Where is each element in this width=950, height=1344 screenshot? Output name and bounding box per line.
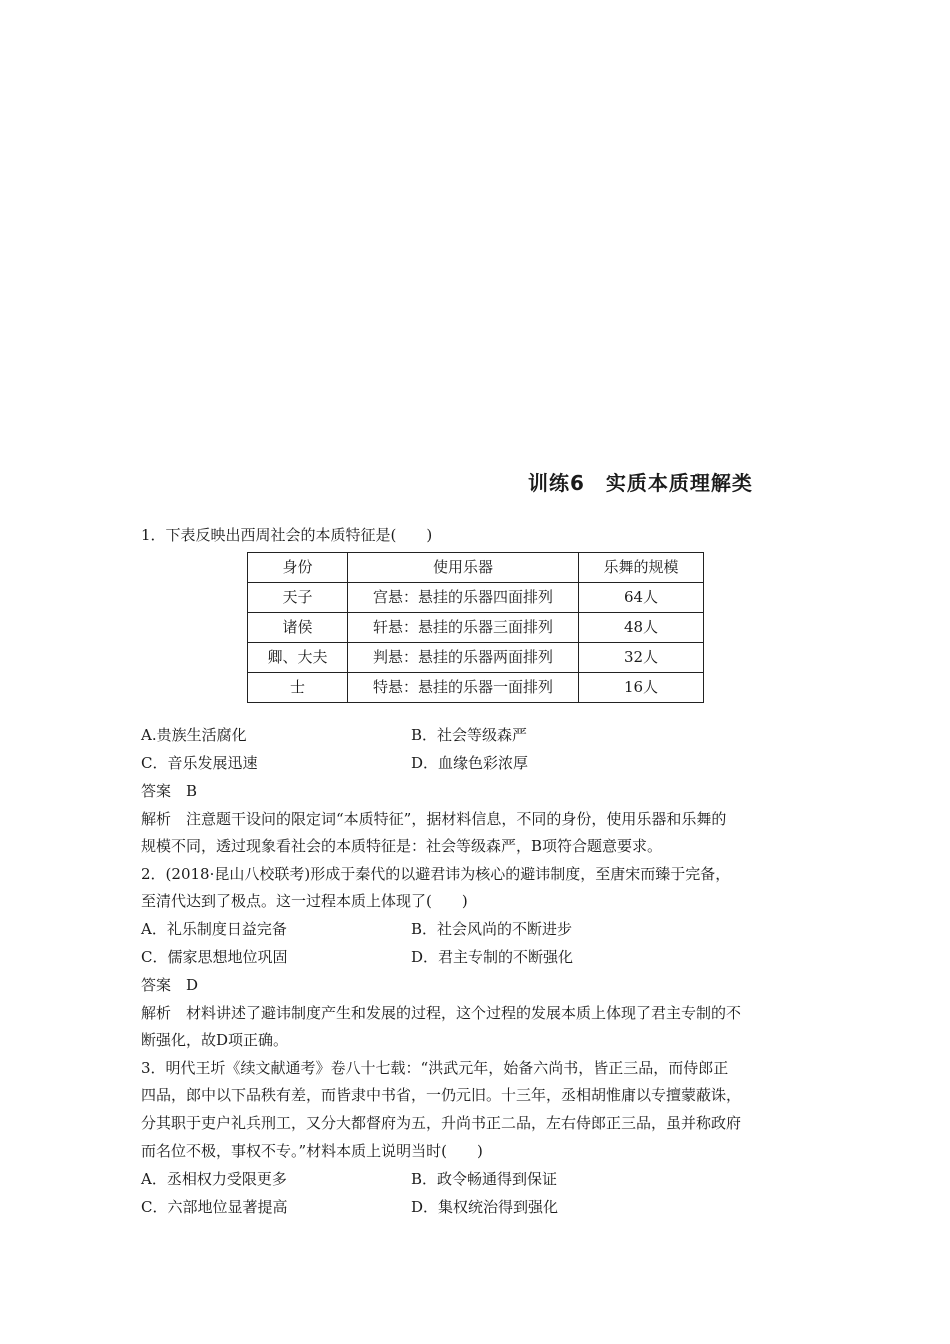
- table-header: 身份: [248, 553, 348, 583]
- q3-option-a: A．丞相权力受限更多: [141, 1170, 287, 1188]
- q2-analysis-line: 断强化，故D项正确。: [141, 1031, 289, 1049]
- table-cell: 判悬：悬挂的乐器两面排列: [348, 643, 579, 673]
- question-3-stem-line: 分其职于吏户礼兵刑工，又分大都督府为五，升尚书正二品，左右侍郎正三品，虽并称政府: [141, 1114, 742, 1132]
- question-3-stem-line: 四品，郎中以下品秩有差，而皆隶中书省，一仍元旧。十三年，丞相胡惟庸以专擅蒙蔽诛，: [141, 1086, 742, 1104]
- table-cell: 64人: [579, 583, 704, 613]
- question-2-stem-line: 2．(2018·昆山八校联考)形成于秦代的以避君讳为核心的避讳制度，至唐宋而臻于完备，: [141, 865, 731, 883]
- page-title: 训练6 实质本质理解类: [528, 471, 753, 495]
- q1-analysis-line: 规模不同，透过现象看社会的本质特征是：社会等级森严，B项符合题意要求。: [141, 837, 663, 855]
- q2-answer: 答案 D: [141, 976, 199, 994]
- table-cell: 16人: [579, 673, 704, 703]
- table-cell: 士: [248, 673, 348, 703]
- q3-option-b: B．政令畅通得到保证: [411, 1170, 558, 1188]
- question-3-stem-line: 3．明代王圻《续文献通考》卷八十七载：“洪武元年，始备六尚书，皆正三品，而侍郎正: [141, 1059, 729, 1077]
- table-cell: 卿、大夫: [248, 643, 348, 673]
- table-cell: 天子: [248, 583, 348, 613]
- q1-option-d: D．血缘色彩浓厚: [411, 754, 529, 772]
- q2-analysis-line: 解析 材料讲述了避讳制度产生和发展的过程，这个过程的发展本质上体现了君主专制的不: [141, 1004, 742, 1022]
- q2-option-b: B．社会风尚的不断进步: [411, 920, 573, 938]
- table-header: 使用乐器: [348, 553, 579, 583]
- question-1-stem: 1．下表反映出西周社会的本质特征是( ): [141, 526, 433, 544]
- table-cell: 32人: [579, 643, 704, 673]
- q2-option-d: D．君主专制的不断强化: [411, 948, 574, 966]
- q2-option-c: C．儒家思想地位巩固: [141, 948, 288, 966]
- table-row: [248, 613, 704, 643]
- table-cell: 诸侯: [248, 613, 348, 643]
- q3-option-c: C．六部地位显著提高: [141, 1198, 288, 1216]
- q1-option-a: A.贵族生活腐化: [141, 726, 247, 744]
- question-2-stem-line: 至清代达到了极点。这一过程本质上体现了( ): [141, 892, 468, 910]
- table-cell: 轩悬：悬挂的乐器三面排列: [348, 613, 579, 643]
- q3-option-d: D．集权统治得到强化: [411, 1198, 559, 1216]
- q1-option-c: C．音乐发展迅速: [141, 754, 258, 772]
- table-row: [248, 583, 704, 613]
- q2-option-a: A．礼乐制度日益完备: [141, 920, 287, 938]
- table-cell: 特悬：悬挂的乐器一面排列: [348, 673, 579, 703]
- instrument-table: [247, 552, 704, 703]
- q1-answer: 答案 B: [141, 782, 198, 800]
- table-row: [248, 643, 704, 673]
- table-header-row: [248, 553, 704, 583]
- q1-analysis-line: 解析 注意题干设问的限定词“本质特征”，据材料信息，不同的身份，使用乐器和乐舞的: [141, 810, 727, 828]
- table-header: 乐舞的规模: [579, 553, 704, 583]
- table-cell: 48人: [579, 613, 704, 643]
- q1-option-b: B．社会等级森严: [411, 726, 528, 744]
- table-row: [248, 673, 704, 703]
- table-cell: 宫悬：悬挂的乐器四面排列: [348, 583, 579, 613]
- question-3-stem-line: 而名位不极，事权不专。”材料本质上说明当时( ): [141, 1142, 483, 1160]
